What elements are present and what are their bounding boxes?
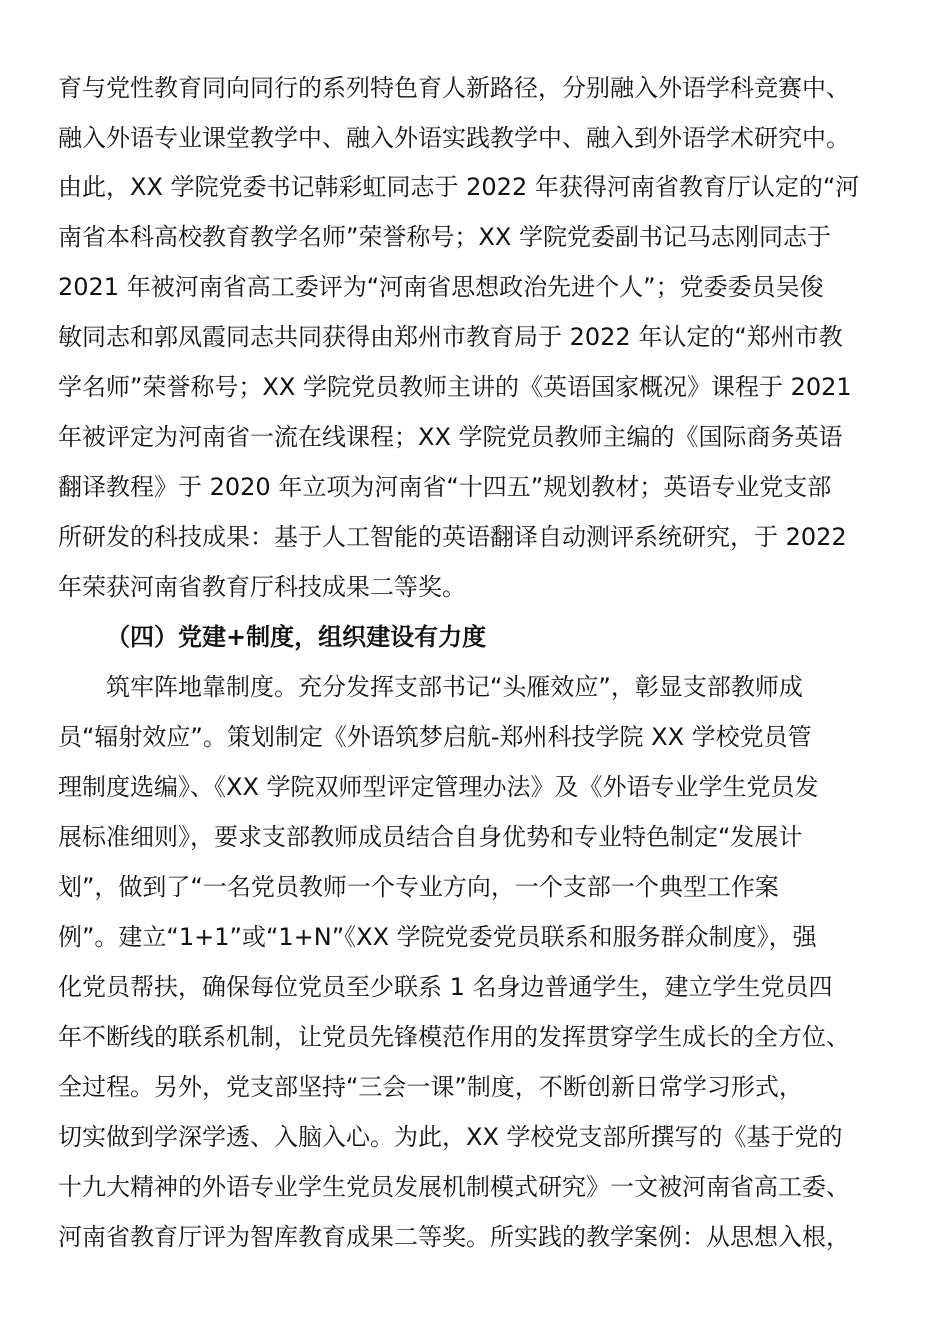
- text-line: 育与党性教育同向同行的系列特色育人新路径，分别融入外语学科竞赛中、: [58, 74, 850, 102]
- text-line: 展标准细则》，要求支部教师成员结合自身优势和专业特色制定“发展计: [58, 823, 803, 851]
- text-line: 所研发的科技成果：基于人工智能的英语翻译自动测评系统研究，于 2022: [58, 523, 847, 551]
- text-line: 融入外语专业课堂教学中、融入外语实践教学中、融入到外语学术研究中。: [58, 124, 850, 152]
- text-line: 年荣获河南省教育厅科技成果二等奖。: [58, 573, 466, 601]
- section-heading: （四）党建+制度，组织建设有力度: [106, 623, 487, 651]
- text-line: 河南省教育厅评为智库教育成果二等奖。所实践的教学案例：从思想入根，: [58, 1223, 850, 1251]
- text-line: 翻译教程》于 2020 年立项为河南省“十四五”规划教材；英语专业党支部: [58, 473, 832, 501]
- text-line: 敏同志和郭凤霞同志共同获得由郑州市教育局于 2022 年认定的“郑州市教: [58, 323, 843, 351]
- text-line: 年被评定为河南省一流在线课程；XX 学院党员教师主编的《国际商务英语: [58, 423, 843, 451]
- text-line: 十九大精神的外语专业学生党员发展机制模式研究》一文被河南省高工委、: [58, 1173, 850, 1201]
- text-line: 学名师”荣誉称号；XX 学院党员教师主讲的《英语国家概况》课程于 2021: [58, 373, 852, 401]
- text-line: 化党员帮扶，确保每位党员至少联系 1 名身边普通学生，建立学生党员四: [58, 973, 833, 1001]
- text-line: 年不断线的联系机制，让党员先锋模范作用的发挥贯穿学生成长的全方位、: [58, 1023, 850, 1051]
- text-line: 南省本科高校教育教学名师”荣誉称号；XX 学院党委副书记马志刚同志于: [58, 223, 831, 251]
- text-line: 例”。建立“1+1”或“1+N”《XX 学院党委党员联系和服务群众制度》，强: [58, 923, 817, 951]
- text-line: 划”，做到了“一名党员教师一个专业方向，一个支部一个典型工作案: [58, 873, 779, 901]
- text-line: 理制度选编》、《XX 学院双师型评定管理办法》及《外语专业学生党员发: [58, 773, 819, 801]
- text-line: 2021 年被河南省高工委评为“河南省思想政治先进个人”；党委委员吴俊: [58, 273, 824, 301]
- text-line: 筑牢阵地靠制度。充分发挥支部书记“头雁效应”，彰显支部教师成: [106, 673, 803, 701]
- text-line: 切实做到学深学透、入脑入心。为此，XX 学校党支部所撰写的《基于党的: [58, 1123, 843, 1151]
- text-line: 由此，XX 学院党委书记韩彩虹同志于 2022 年获得河南省教育厅认定的“河: [58, 173, 860, 201]
- text-line: 员“辐射效应”。策划制定《外语筑梦启航-郑州科技学院 XX 学校党员管: [58, 723, 812, 751]
- text-line: 全过程。另外，党支部坚持“三会一课”制度，不断创新日常学习形式，: [58, 1073, 803, 1101]
